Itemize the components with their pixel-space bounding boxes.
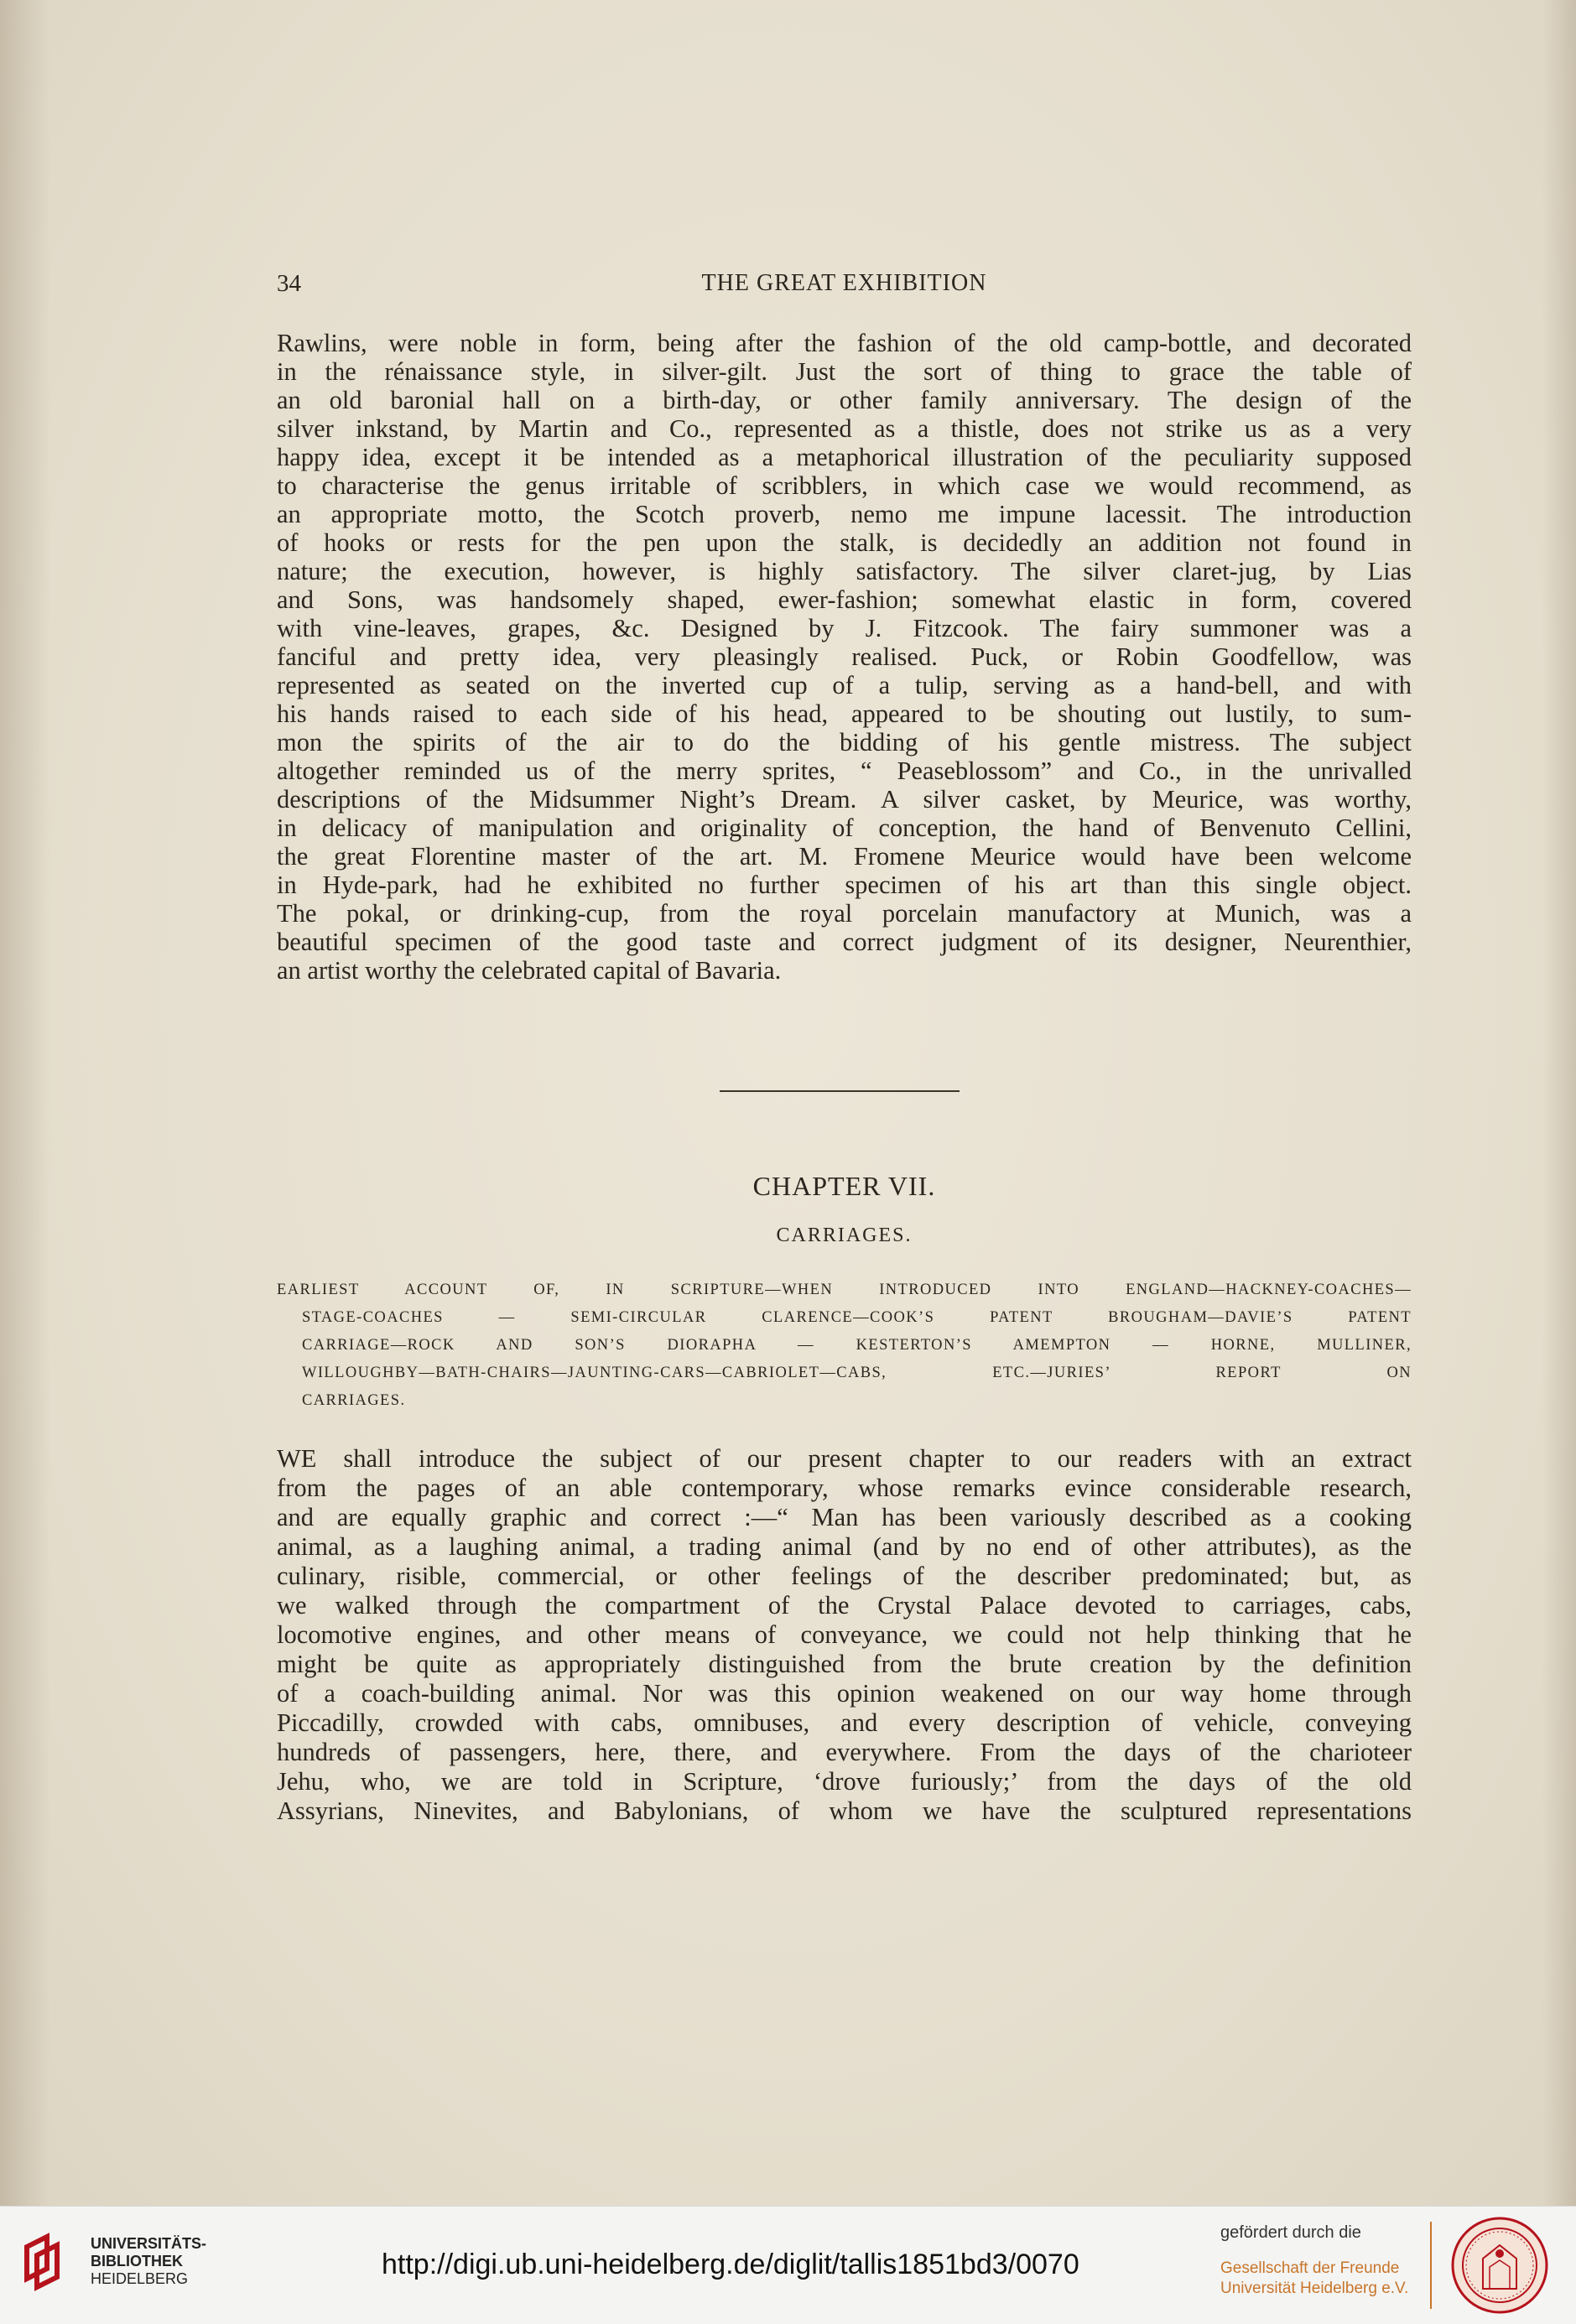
text-line: WE shall introduce the subject of our present chapter to our readers with an extract xyxy=(277,1444,1412,1473)
university-library-logo-icon xyxy=(15,2230,82,2297)
sponsor-name-line: Universität Heidelberg e.V. xyxy=(1220,2280,1409,2297)
viewer-footer xyxy=(0,2206,1576,2324)
synopsis-line: EARLIEST ACCOUNT OF, IN SCRIPTURE—WHEN INTRODUCED INTO ENGLAND—HACKNEY-COACHES— xyxy=(277,1282,1412,1298)
text-line: of a coach-building animal. Nor was this opinion weakened on our way home through xyxy=(277,1679,1412,1708)
funding-label: gefördert durch die xyxy=(1220,2223,1361,2242)
text-line: Rawlins, were noble in form, being after the fashion of the old camp-bottle, and decorated xyxy=(277,329,1412,357)
synopsis-line: CARRIAGE—ROCK AND SON’S DIORAPHA — KESTERTON’S AMEMPTON — HORNE, MULLINER, xyxy=(302,1337,1412,1354)
text-line: beautiful specimen of the good taste and correct judgment of its designer, Neurenthier, xyxy=(277,928,1412,956)
page-number: 34 xyxy=(277,270,301,297)
sponsor-name-line: Gesellschaft der Freunde xyxy=(1220,2259,1400,2277)
university-seal-icon xyxy=(1449,2215,1550,2316)
library-name-line: UNIVERSITÄTS- xyxy=(91,2235,207,2252)
text-line: silver inkstand, by Martin and Co., represented as a thistle, does not strike us as a very xyxy=(277,414,1412,443)
text-line: an appropriate motto, the Scotch proverb, nemo me impune lacessit. The introduction xyxy=(277,500,1412,528)
text-line: and Sons, was handsomely shaped, ewer-fashion; somewhat elastic in form, covered xyxy=(277,585,1412,614)
library-name-line: BIBLIOTHEK xyxy=(91,2253,183,2269)
text-line: with vine-leaves, grapes, &c. Designed by J. Fitzcook. The fairy summoner was a xyxy=(277,614,1412,642)
text-line: animal, as a laughing animal, a trading animal (and by no end of other attributes), as the xyxy=(277,1532,1412,1561)
text-line: descriptions of the Midsummer Night’s Dream. A silver casket, by Meurice, was worthy, xyxy=(277,785,1412,814)
text-line: Assyrians, Ninevites, and Babylonians, of whom we have the sculptured representations xyxy=(277,1796,1412,1825)
text-line: his hands raised to each side of his head, appeared to be shouting out lustily, to sum- xyxy=(277,699,1412,728)
text-line: fanciful and pretty idea, very pleasingly realised. Puck, or Robin Goodfellow, was xyxy=(277,642,1412,671)
text-line: mon the spirits of the air to do the bidding of his gentle mistress. The subject xyxy=(277,728,1412,756)
running-head xyxy=(277,270,1412,307)
chapter-title: CHAPTER VII. xyxy=(752,1171,936,1201)
synopsis-line: CARRIAGES. xyxy=(302,1392,406,1409)
university-library-name xyxy=(91,2235,206,2288)
text-line: in delicacy of manipulation and originality of conception, the hand of Benvenuto Cellini, xyxy=(277,814,1412,842)
library-name-line: HEIDELBERG xyxy=(91,2270,189,2287)
text-line: might be quite as appropriately distinguished from the brute creation by the definition xyxy=(277,1650,1412,1678)
footer-divider xyxy=(1430,2222,1432,2309)
text-line: locomotive engines, and other means of conveyance, we could not help thinking that he xyxy=(277,1620,1412,1649)
permalink-url[interactable]: http://digi.ub.uni-heidelberg.de/diglit/tallis1851bd3/0070 xyxy=(382,2249,1079,2280)
text-line: Piccadilly, crowded with cabs, omnibuses, and every description of vehicle, conveying xyxy=(277,1708,1412,1737)
text-line: from the pages of an able contemporary, whose remarks evince considerable research, xyxy=(277,1474,1412,1502)
section-divider-rule xyxy=(720,1090,960,1092)
text-line: happy idea, except it be intended as a metaphorical illustration of the peculiarity supposed xyxy=(277,443,1412,471)
text-line: altogether reminded us of the merry sprites, “ Peaseblossom” and Co., in the unrivalled xyxy=(277,756,1412,785)
text-line: The pokal, or drinking-cup, from the royal porcelain manufactory at Munich, was a xyxy=(277,899,1412,928)
synopsis-line: STAGE-COACHES — SEMI-CIRCULAR CLARENCE—COOK’S PATENT BROUGHAM—DAVIE’S PATENT xyxy=(302,1309,1412,1326)
sponsor-name xyxy=(1220,2259,1408,2299)
text-line: to characterise the genus irritable of scribblers, in which case we would recommend, as xyxy=(277,471,1412,500)
text-line: in the rénaissance style, in silver-gilt. Just the sort of thing to grace the table of xyxy=(277,357,1412,386)
text-line: hundreds of passengers, here, there, and everywhere. From the days of the charioteer xyxy=(277,1738,1412,1766)
text-line: an old baronial hall on a birth-day, or other family anniversary. The design of the xyxy=(277,386,1412,414)
synopsis-line: WILLOUGHBY—BATH-CHAIRS—JAUNTING-CARS—CABRIOLET—CABS, ETC.—JURIES’ REPORT ON xyxy=(302,1365,1412,1381)
text-line: represented as seated on the inverted cup of a tulip, serving as a hand-bell, and with xyxy=(277,671,1412,699)
text-line: and are equally graphic and correct :—“ Man has been variously described as a cooking xyxy=(277,1503,1412,1531)
text-line: in Hyde-park, had he exhibited no further specimen of his art than this single object. xyxy=(277,871,1412,899)
text-line: nature; the execution, however, is highly satisfactory. The silver claret-jug, by Lias xyxy=(277,557,1412,585)
running-title: THE GREAT EXHIBITION xyxy=(701,270,987,296)
chapter-subject: CARRIAGES. xyxy=(776,1224,913,1246)
text-line: the great Florentine master of the art. M. Fromene Meurice would have been welcome xyxy=(277,842,1412,871)
text-line: we walked through the compartment of the Crystal Palace devoted to carriages, cabs, xyxy=(277,1591,1412,1620)
text-line: of hooks or rests for the pen upon the stalk, is decidedly an addition not found in xyxy=(277,528,1412,557)
text-line: culinary, risible, commercial, or other feelings of the describer predominated; but, as xyxy=(277,1562,1412,1590)
text-line: Jehu, who, we are told in Scripture, ‘drove furiously;’ from the days of the old xyxy=(277,1767,1412,1796)
text-line: an artist worthy the celebrated capital of Bavaria. xyxy=(277,956,782,985)
